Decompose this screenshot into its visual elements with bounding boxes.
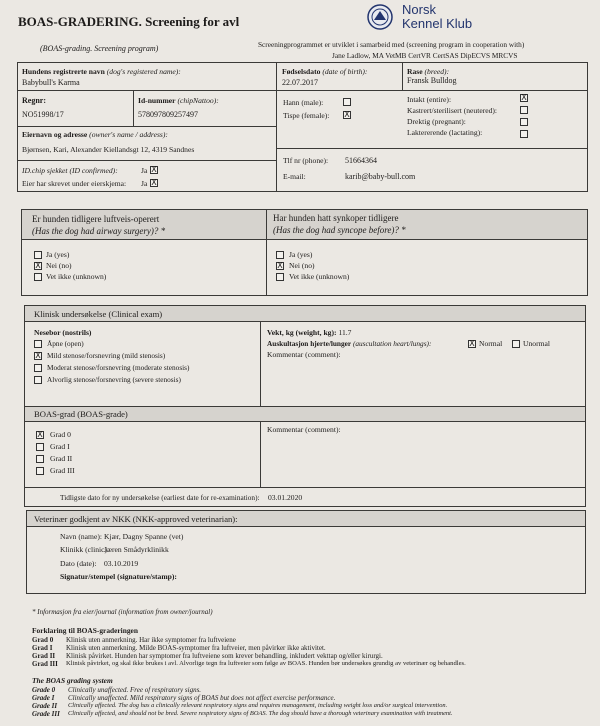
expl-title: Forklaring til BOAS-graderingen [32,626,138,635]
neutered-checkbox[interactable] [520,106,528,114]
en-grade-3: Grade III [32,710,60,718]
intact-label: Intakt (entire): [407,95,452,104]
grade-1-checkbox[interactable] [36,443,44,451]
vet-clinic-label: Klinikk (clinic): [60,545,110,554]
phone-label: Tlf nr (phone): [283,156,329,165]
vet-date-label: Dato (date): [60,559,97,568]
en-title: The BOAS grading system [32,676,113,685]
reexam-value: 03.01.2020 [268,493,303,502]
birth-value: 22.07.2017 [282,78,318,87]
birth-label: Fødselsdato (date of birth): [282,67,368,76]
syncope-question-en: (Has the dog had syncope before)? * [273,225,406,235]
vet-sign-label: Signatur/stempel (signature/stamp): [60,572,177,581]
breed-value: Fransk Bulldog [407,76,457,85]
male-label: Hann (male): [283,98,324,107]
form-title: BOAS-GRADERING. Screening for avl [18,14,240,29]
nostrils-severe-checkbox[interactable] [34,376,42,384]
vet-name-value: Kjær, Dagny Spanne (vet) [104,532,184,541]
chip-label: ID.chip sjekket (ID confirmed): [22,166,118,175]
expl-grade-1: Grad I [32,644,53,652]
auscultation-normal-label: Normal [479,339,503,348]
vet-title: Veterinær godkjent av NKK (NKK-approved veterinarian): [34,514,238,524]
grade-2-checkbox[interactable] [36,455,44,463]
nostrils-label: Nesebor (nostrils) [34,328,92,337]
auscultation-abnormal-label: Unormal [523,339,550,348]
nostrils-moderate-checkbox[interactable] [34,364,42,372]
owner-signed-ja-label: Ja [141,179,148,188]
nostrils-mild-checkbox[interactable]: X [35,351,41,360]
nostrils-mild-label: Mild stenose/forsnevring (mild stenosis) [47,351,166,360]
syncope-yes-checkbox[interactable] [276,251,284,259]
expl-text-1: Klinisk uten anmerkning. Milde BOAS-symptomer fra luftveier, men påvirker ikke aktivitet. [66,644,326,652]
expl-text-0: Klinisk uten anmerkning. Har ikke symptomer fra luftveiene [66,636,236,644]
grade-0-checkbox[interactable]: X [37,430,43,439]
expl-text-2: Klinisk påvirket. Hunden har symptomer fra luftveiene som krever behandling, inkludert vekttap og/eller kirurgi. [66,652,383,660]
grade-3-checkbox[interactable] [36,467,44,475]
auscultation-abnormal-checkbox[interactable] [512,340,520,348]
syncope-no-checkbox[interactable]: X [277,261,283,270]
nostrils-open-checkbox[interactable] [34,340,42,348]
expl-grade-0: Grad 0 [32,636,54,644]
female-label: Tispe (female): [283,111,330,120]
email-label: E-mail: [283,172,306,181]
nkk-logo-icon [360,2,400,32]
female-checkbox[interactable]: X [344,110,350,119]
airway-question-en: (Has the dog had airway surgery)? * [32,226,166,236]
logo-text-norsk: Norsk [402,2,436,17]
en-text-1: Clinically unaffected. Mild respiratory signs of BOAS but does not affect exercise performance. [68,694,336,702]
id-value: 578097809257497 [138,110,198,119]
nostrils-open-label: Åpne (open) [47,339,84,348]
regnr-value: NO51998/17 [22,110,64,119]
expl-grade-3: Grad III [32,660,58,668]
email-value: karib@baby-bull.com [345,172,416,181]
en-text-2: Clinically affected. The dog has a clinically relevant respiratory signs and requires management, including weight loss and/or surgical intervention. [68,702,448,709]
en-text-0: Clinically unaffected. Free of respiratory signs. [68,686,202,694]
phone-value: 51664364 [345,156,377,165]
logo-text-kennel-klub: Kennel Klub [402,16,473,31]
male-checkbox[interactable] [343,98,351,106]
lactating-checkbox[interactable] [520,130,528,138]
syncope-unknown-label: Vet ikke (unknown) [289,272,350,281]
airway-unknown-label: Vet ikke (unknown) [46,272,107,281]
grade-0-label: Grad 0 [50,430,71,439]
expl-text-3: Klinisk påvirket, og skal ikke brukes i avl. Alvorlige tegn fra luftveier som følge av BOAS. Hunden bør undersøkes grundig av veterinær og behandles. [66,660,466,667]
dog-name-label: Hundens registrerte navn (dog's registered name): [22,67,181,76]
weight-value: 11.7 [338,328,352,337]
auscultation-normal-checkbox[interactable]: X [469,339,475,348]
form-subtitle: (BOAS-grading. Screening program) [40,44,159,53]
airway-no-checkbox[interactable]: X [35,261,41,270]
syncope-question: Har hunden hatt synkoper tidligere [273,213,399,223]
program-line-1: Screeningprogrammet er utviklet i samarbeid med (screening program in cooperation with) [258,40,525,49]
en-grade-2: Grade II [32,702,58,710]
en-text-3: Clinically affected, and should not be bred. Severe respiratory signs of BOAS. The dog should have a thorough veterinary examination with treatment. [68,710,453,717]
owner-label: Eiernavn og adresse (owner's name / address): [22,130,168,139]
airway-unknown-checkbox[interactable] [34,273,42,281]
clinical-comment-label: Kommentar (comment): [267,350,341,359]
reexam-label: Tidligste dato for ny undersøkelse (earliest date for re-examination): [60,493,260,502]
owner-value: Bjørnsen, Kari, Alexander Kiellandsgt 12, 4319 Sandnes [22,145,195,154]
airway-yes-label: Ja (yes) [46,250,70,259]
vet-date-value: 03.10.2019 [104,559,139,568]
syncope-yes-label: Ja (yes) [289,250,313,259]
program-line-2: Jane Ladlow, MA VetMB CertVR CertSAS DipECVS MRCVS [332,51,518,60]
grade-title: BOAS-grad (BOAS-grade) [34,409,128,419]
id-label: Id-nummer (chipNattoo): [138,96,219,105]
auscultation-label: Auskultasjon hjerte/lunger (auscultation heart/lungs): [267,339,432,348]
grade-2-label: Grad II [50,454,73,463]
owner-signed-checkbox[interactable]: X [151,178,157,187]
chip-ja-label: Ja [141,166,148,175]
airway-yes-checkbox[interactable] [34,251,42,259]
expl-grade-2: Grad II [32,652,56,660]
vet-clinic-value: Jæren Smådyrklinikk [104,545,169,554]
intact-checkbox[interactable]: X [521,93,527,102]
en-grade-1: Grade I [32,694,55,702]
neutered-label: Kastrert/sterilisert (neutered): [407,106,498,115]
clinical-title: Klinisk undersøkelse (Clinical exam) [34,309,163,319]
vet-name-label: Navn (name): [60,532,102,541]
dog-name-value: Babybull's Karma [22,78,80,87]
chip-checkbox[interactable]: X [151,165,157,174]
weight-label: Vekt, kg (weight, kg): 11.7 [267,328,352,337]
footnote: * Informasjon fra eier/journal (information from owner/journal) [32,608,213,616]
grade-comment-label: Kommentar (comment): [267,425,341,434]
airway-no-label: Nei (no) [46,261,72,270]
airway-question: Er hunden tidligere luftveis-operert [32,214,160,224]
syncope-no-label: Nei (no) [289,261,315,270]
grade-1-label: Grad I [50,442,70,451]
pregnant-label: Drektig (pregnant): [407,117,466,126]
regnr-label: Regnr: [22,96,46,105]
grade-3-label: Grad III [50,466,75,475]
pregnant-checkbox[interactable] [520,118,528,126]
owner-signed-label: Eier har skrevet under eierskjema: [22,179,127,188]
en-grade-0: Grade 0 [32,686,56,694]
nostrils-moderate-label: Moderat stenose/forsnevring (moderate stenosis) [47,363,190,372]
nostrils-severe-label: Alvorlig stenose/forsnevring (severe stenosis) [47,375,181,384]
lactating-label: Laktererende (lactating): [407,128,483,137]
syncope-unknown-checkbox[interactable] [276,273,284,281]
breed-label: Rase (breed): [407,67,450,76]
